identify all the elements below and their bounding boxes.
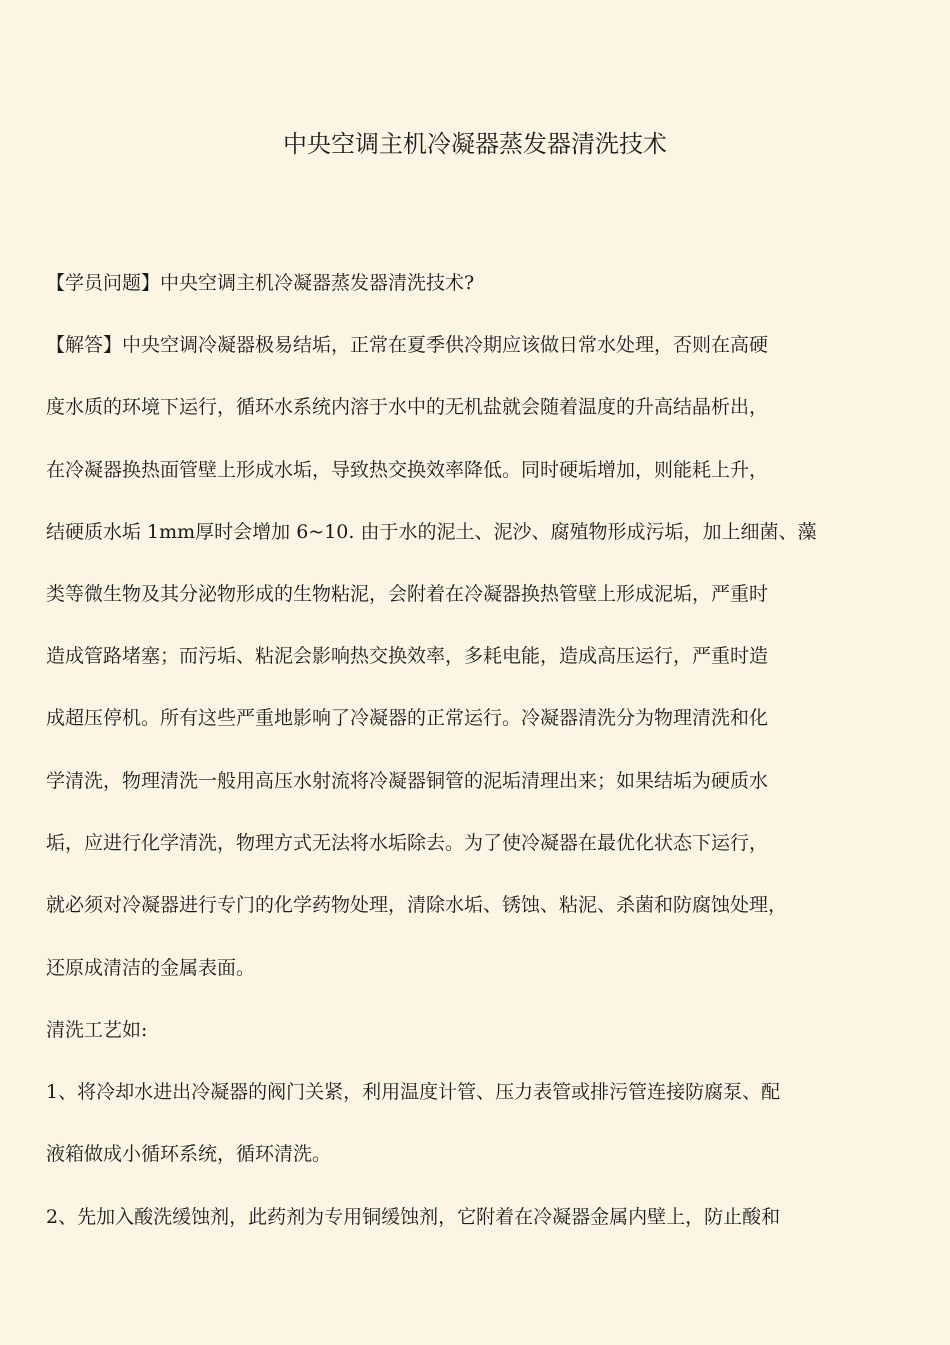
answer-line-2: 度水质的环境下运行，循环水系统内溶于水中的无机盐就会随着温度的升高结晶析出，	[46, 396, 769, 418]
answer-line-4: 结硬质水垢 1mm厚时会增加 6~10. 由于水的泥土、泥沙、腐殖物形成污垢，加上细菌、藻	[46, 521, 817, 543]
answer-line-10: 就必须对冷凝器进行专门的化学药物处理，清除水垢、锈蚀、粘泥、杀菌和防腐蚀处理，	[46, 894, 788, 916]
answer-line-11: 还原成清洁的金属表面。	[46, 957, 256, 979]
document-title: 中央空调主机冷凝器蒸发器清洗技术	[283, 130, 667, 158]
answer-line-8: 学清洗，物理清洗一般用高压水射流将冷凝器铜管的泥垢清理出来；如果结垢为硬质水	[46, 770, 769, 792]
process-heading: 清洗工艺如:	[46, 1019, 148, 1041]
answer-line-1: 【解答】中央空调冷凝器极易结垢，正常在夏季供冷期应该做日常水处理，否则在高硬	[46, 334, 769, 356]
answer-line-7: 成超压停机。所有这些严重地影响了冷凝器的正常运行。冷凝器清洗分为物理清洗和化	[46, 707, 769, 729]
answer-line-3: 在冷凝器换热面管壁上形成水垢，导致热交换效率降低。同时硬垢增加，则能耗上升，	[46, 459, 769, 481]
answer-line-6: 造成管路堵塞；而污垢、粘泥会影响热交换效率，多耗电能，造成高压运行，严重时造	[46, 645, 769, 667]
answer-line-9: 垢，应进行化学清洗，物理方式无法将水垢除去。为了使冷凝器在最优化状态下运行，	[46, 832, 769, 854]
step-2-line-1: 2、先加入酸洗缓蚀剂，此药剂为专用铜缓蚀剂，它附着在冷凝器金属内壁上，防止酸和	[46, 1206, 781, 1228]
answer-line-5: 类等微生物及其分泌物形成的生物粘泥，会附着在冷凝器换热管壁上形成泥垢，严重时	[46, 583, 769, 605]
step-1-line-1: 1、将冷却水进出冷凝器的阀门关紧，利用温度计管、压力表管或排污管连接防腐泵、配	[46, 1081, 781, 1103]
step-1-line-2: 液箱做成小循环系统，循环清洗。	[46, 1143, 332, 1165]
question-line: 【学员问题】中央空调主机冷凝器蒸发器清洗技术?	[46, 272, 475, 294]
